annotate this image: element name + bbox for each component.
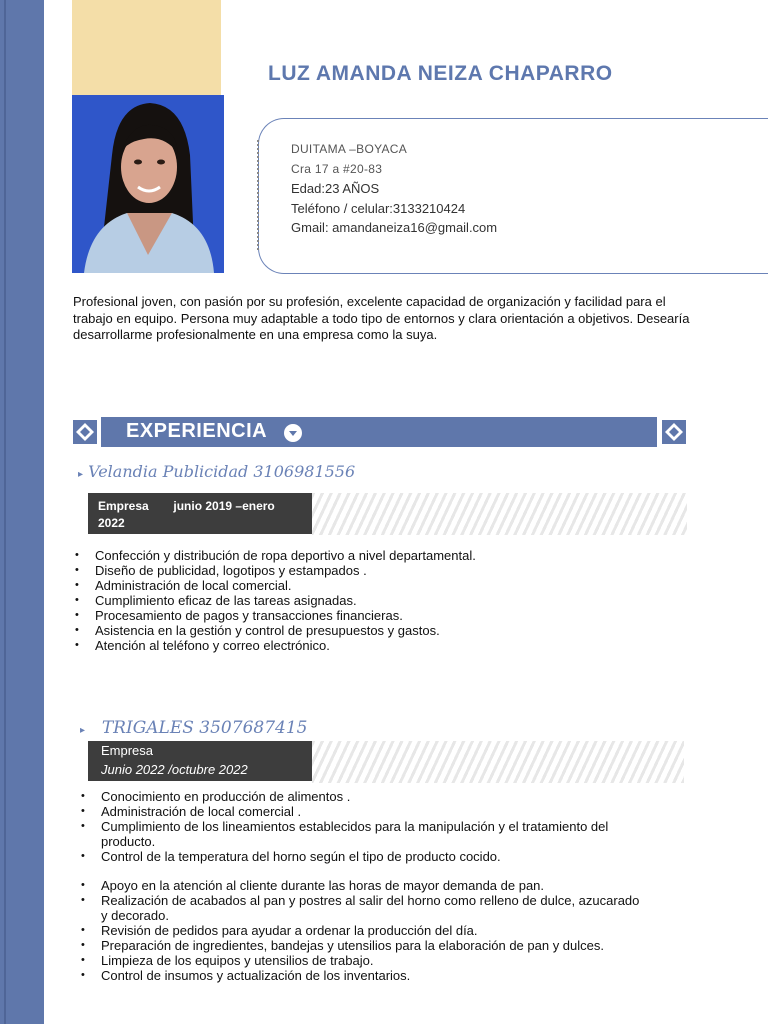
profile-photo xyxy=(72,95,224,273)
caret-right-icon: ▸ xyxy=(78,469,84,480)
list-item: • Conocimiento en producción de alimentos . xyxy=(79,789,649,804)
list-item: • Confección y distribución de ropa deportivo a nivel departamental. xyxy=(73,548,693,563)
job-2-info-box xyxy=(88,741,312,781)
caret-right-icon: ▸ xyxy=(80,725,86,736)
sidebar-inner-line xyxy=(4,0,6,1024)
job-1-duties xyxy=(73,548,693,653)
profile-summary: Profesional joven, con pasión por su profesión, excelente capacidad de organización y facilidad para el trabajo en equipo. Persona muy adaptable a todo tipo de entornos y clara orientación a objetivos. Desearía desarrollarme profesionalmente en una empresa como la suya. xyxy=(73,294,690,342)
list-item: • Diseño de publicidad, logotipos y estampados . xyxy=(73,563,693,578)
job-2-title xyxy=(80,718,307,738)
candidate-name: LUZ AMANDA NEIZA CHAPARRO xyxy=(268,62,613,85)
list-item: • Administración de local comercial. xyxy=(73,578,693,593)
list-item: • Preparación de ingredientes, bandejas y utensilios para la elaboración de pan y dulces. xyxy=(79,938,649,953)
list-item: • Control de insumos y actualización de los inventarios. xyxy=(79,968,649,983)
profile-photo-illustration xyxy=(72,95,224,273)
contact-address: Cra 17 a #20-83 xyxy=(291,161,383,176)
list-item: • Cumplimiento eficaz de las tareas asignadas. xyxy=(73,593,693,608)
job-1-info-box xyxy=(88,493,312,534)
list-item: • Control de la temperatura del horno según el tipo de producto cocido. xyxy=(79,849,649,864)
job-1-company: Velandia Publicidad 3106981556 xyxy=(88,462,356,481)
chevron-down-icon xyxy=(284,424,302,442)
job-1-dates: junio 2019 –enero 2022 xyxy=(98,499,275,530)
list-item: • Apoyo en la atención al cliente durante las horas de mayor demanda de pan. xyxy=(79,878,649,893)
tan-header-block xyxy=(72,0,221,95)
list-spacer xyxy=(79,864,649,878)
contact-info xyxy=(291,140,497,238)
diamond-left-icon xyxy=(73,420,97,444)
list-item: • Cumplimiento de los lineamientos establecidos para la manipulación y el tratamiento del producto. xyxy=(79,819,649,849)
contact-phone: Teléfono / celular:3133210424 xyxy=(291,200,466,216)
list-item: • Realización de acabados al pan y postres al salir del horno como relleno de dulce, azucarado y decorado. xyxy=(79,893,649,923)
job-1-role: Empresa xyxy=(98,499,149,513)
job-2-role: Empresa xyxy=(101,743,154,758)
experience-title: EXPERIENCIA xyxy=(126,420,268,442)
diamond-right-icon xyxy=(662,420,686,444)
contact-city: DUITAMA –BOYACA xyxy=(291,142,408,156)
contact-age: Edad:23 AÑOS xyxy=(291,181,380,196)
job-2-company: TRIGALES 3507687415 xyxy=(101,718,308,738)
list-item: • Revisión de pedidos para ayudar a ordenar la producción del día. xyxy=(79,923,649,938)
job-2-hatch xyxy=(312,741,684,783)
list-item: • Limpieza de los equipos y utensilios de trabajo. xyxy=(79,953,649,968)
job-1-title xyxy=(78,462,355,481)
job-2-dates: Junio 2022 /octubre 2022 xyxy=(101,762,248,777)
list-item: • Administración de local comercial . xyxy=(79,804,649,819)
contact-dotted-line xyxy=(257,140,263,250)
list-item: • Procesamiento de pagos y transacciones financieras. xyxy=(73,608,693,623)
job-2-duties xyxy=(79,789,649,983)
list-item: • Atención al teléfono y correo electrónico. xyxy=(73,638,693,653)
left-sidebar-stripe xyxy=(0,0,44,1024)
contact-email: Gmail: amandaneiza16@gmail.com xyxy=(291,220,498,235)
list-item: • Asistencia en la gestión y control de presupuestos y gastos. xyxy=(73,623,693,638)
job-1-hatch xyxy=(312,493,687,535)
